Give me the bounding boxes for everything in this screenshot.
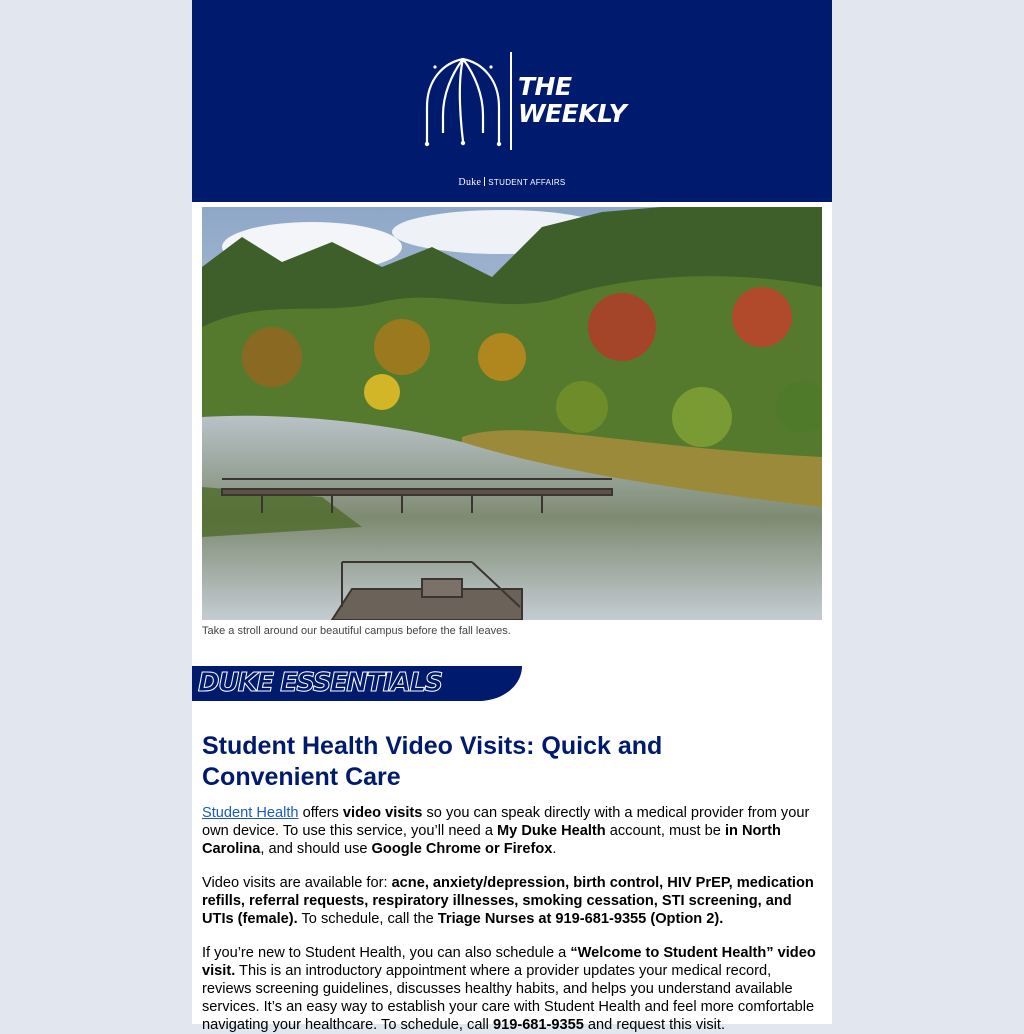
text-bold: “Welcome to Student Health” video visit.	[202, 945, 816, 979]
text-bold: 919-681-9355	[492, 1017, 584, 1033]
text-bold: Triage Nurses at 919-681-9355 (Option 2).	[437, 911, 724, 927]
text: Video visits are available for:	[202, 875, 392, 891]
text: To schedule, call the	[297, 911, 438, 927]
title-line-1: THE	[518, 72, 572, 101]
hero-image	[202, 207, 822, 620]
duke-student-affairs-brand	[192, 177, 832, 188]
article-paragraph-3	[202, 944, 824, 1034]
text: offers	[298, 805, 343, 821]
lake-landscape-illustration	[202, 207, 822, 620]
text-bold: in North Carolina	[202, 823, 781, 857]
text-bold: video visits	[342, 805, 423, 821]
text: , and should use	[260, 841, 372, 857]
text-bold: My Duke Health	[497, 823, 606, 839]
newsletter-email	[192, 0, 832, 1033]
text: so you can speak directly with a medical provider from your own device. To use this service, you’ll need a	[202, 805, 810, 839]
logo-divider	[510, 52, 512, 150]
hero-caption: Take a stroll around our beautiful campus before the fall leaves.	[202, 625, 511, 637]
text: This is an introductory appointment where a provider updates your medical record, reviews screening guidelines, discusses healthy habits, and helps you understand available services. It’s an easy way to establish your care with Student Health and feel more comfortable navigating your healthcare. To schedule, call	[202, 963, 815, 1033]
brand-department: STUDENT AFFAIRS	[488, 178, 566, 187]
text: and request this visit.	[583, 1017, 726, 1033]
article-paragraph-2	[202, 874, 824, 928]
text: .	[552, 841, 557, 857]
newsletter-title	[518, 73, 626, 127]
title-line-2: WEEKLY	[518, 99, 627, 128]
brand-duke: Duke	[458, 177, 482, 188]
text-bold: Google Chrome or Firefox	[371, 841, 553, 857]
text-bold: acne, anxiety/depression, birth control, HIV PrEP, medication refills, referral requests, respiratory illnesses, smoking cessation, STI screening, and UTIs (female).	[202, 875, 814, 927]
chapel-arch-logo-icon	[423, 55, 505, 147]
article-paragraph-1	[202, 804, 824, 858]
newsletter-header	[192, 0, 832, 202]
section-banner-label: DUKE ESSENTIALS	[198, 668, 442, 698]
article-title: Student Health Video Visits: Quick and Convenient Care	[202, 732, 663, 791]
text: If you’re new to Student Health, you can also schedule a	[202, 945, 571, 961]
student-health-link[interactable]: Student Health	[202, 805, 299, 821]
text: account, must be	[605, 823, 725, 839]
